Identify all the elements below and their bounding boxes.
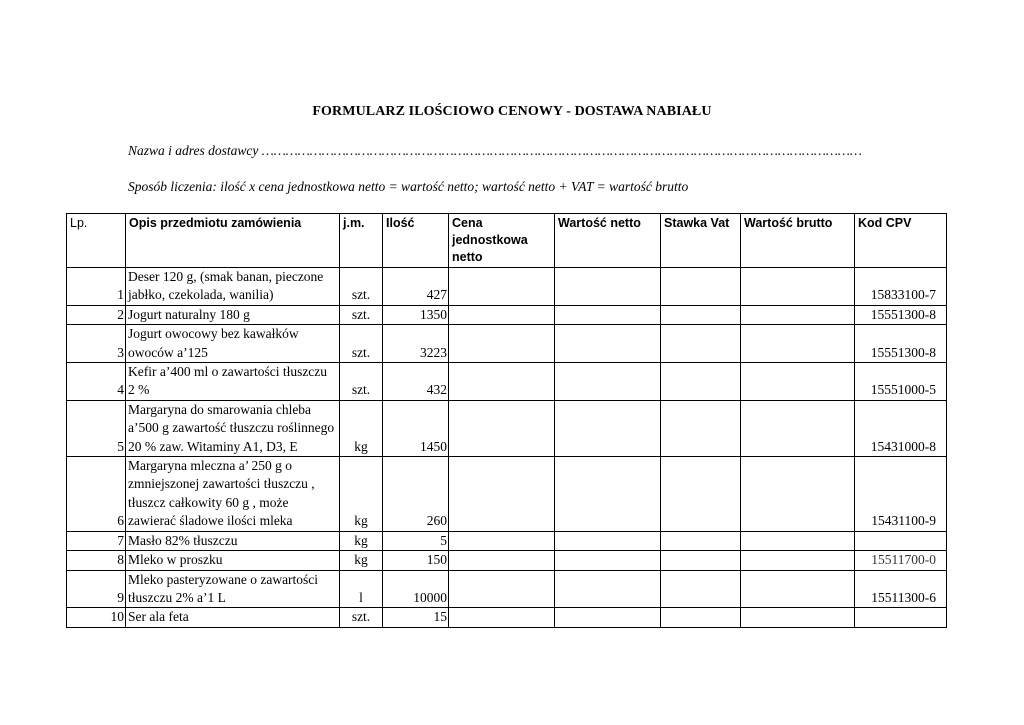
- row-number: 10: [67, 608, 126, 627]
- cpv-code-cell: 15431000-8: [855, 400, 947, 456]
- cpv-code-cell: 15511300-6: [855, 570, 947, 608]
- unit-price-cell[interactable]: [449, 363, 555, 401]
- quantity-cell: 1350: [383, 305, 449, 324]
- cpv-code-cell: 15833100-7: [855, 268, 947, 306]
- unit-price-cell[interactable]: [449, 268, 555, 306]
- unit-price-cell[interactable]: [449, 400, 555, 456]
- gross-value-cell[interactable]: [741, 305, 855, 324]
- cpv-code-cell: 15551300-8: [855, 325, 947, 363]
- supplier-name-line: Nazwa i adres dostawcy ……………………………………………………………………………………………………………………………………: [128, 143, 862, 158]
- header-unit: j.m.: [340, 214, 383, 268]
- header-gross-value: Wartość brutto: [741, 214, 855, 268]
- net-value-cell[interactable]: [555, 268, 661, 306]
- table-row: [67, 268, 947, 306]
- header-quantity: Ilość: [383, 214, 449, 268]
- item-description: Deser 120 g, (smak banan, pieczone jabłko, czekolada, wanilia): [126, 268, 340, 306]
- item-description: Jogurt owocowy bez kawałków owoców a’125: [126, 325, 340, 363]
- net-value-cell[interactable]: [555, 305, 661, 324]
- item-description: Margaryna mleczna a’ 250 g o zmniejszonej zawartości tłuszczu , tłuszcz całkowity 60 g , może zawierać śladowe ilości mleka: [126, 457, 340, 532]
- net-value-cell[interactable]: [555, 363, 661, 401]
- unit-price-cell[interactable]: [449, 305, 555, 324]
- unit-price-cell[interactable]: [449, 457, 555, 532]
- document-title: FORMULARZ ILOŚCIOWO CENOWY - DOSTAWA NABIAŁU: [312, 104, 712, 119]
- unit-of-measure: kg: [340, 551, 383, 570]
- net-value-cell[interactable]: [555, 457, 661, 532]
- item-description: Mleko pasteryzowane o zawartości tłuszczu 2% a’1 L: [126, 570, 340, 608]
- net-value-cell[interactable]: [555, 325, 661, 363]
- row-number: 2: [67, 305, 126, 324]
- table-row: [67, 608, 947, 627]
- net-value-cell[interactable]: [555, 551, 661, 570]
- net-value-cell[interactable]: [555, 400, 661, 456]
- unit-price-cell[interactable]: [449, 531, 555, 550]
- quantity-cell: 1450: [383, 400, 449, 456]
- row-number: 3: [67, 325, 126, 363]
- vat-rate-cell[interactable]: [661, 325, 741, 363]
- table-row: [67, 400, 947, 456]
- unit-price-cell[interactable]: [449, 608, 555, 627]
- header-unit-price: Cena jednostkowa netto: [449, 214, 555, 268]
- gross-value-cell[interactable]: [741, 531, 855, 550]
- unit-of-measure: szt.: [340, 363, 383, 401]
- table-row: [67, 570, 947, 608]
- row-number: 7: [67, 531, 126, 550]
- cpv-code-cell: 15511700-0: [855, 551, 947, 570]
- header-net-value: Wartość netto: [555, 214, 661, 268]
- row-number: 9: [67, 570, 126, 608]
- net-value-cell[interactable]: [555, 608, 661, 627]
- unit-of-measure: szt.: [340, 325, 383, 363]
- unit-price-cell[interactable]: [449, 325, 555, 363]
- header-cpv-code: Kod CPV: [855, 214, 947, 268]
- unit-of-measure: kg: [340, 457, 383, 532]
- quantity-cell: 150: [383, 551, 449, 570]
- quantity-cell: 427: [383, 268, 449, 306]
- calculation-method-line: Sposób liczenia: ilość x cena jednostkowa netto = wartość netto; wartość netto + VAT = wartość brutto: [128, 179, 689, 194]
- quantity-cell: 432: [383, 363, 449, 401]
- quantity-cell: 5: [383, 531, 449, 550]
- gross-value-cell[interactable]: [741, 268, 855, 306]
- cpv-code-cell: [855, 531, 947, 550]
- gross-value-cell[interactable]: [741, 608, 855, 627]
- row-number: 1: [67, 268, 126, 306]
- vat-rate-cell[interactable]: [661, 531, 741, 550]
- table-row: [67, 363, 947, 401]
- unit-of-measure: szt.: [340, 608, 383, 627]
- gross-value-cell[interactable]: [741, 570, 855, 608]
- vat-rate-cell[interactable]: [661, 400, 741, 456]
- gross-value-cell[interactable]: [741, 551, 855, 570]
- row-number: 6: [67, 457, 126, 532]
- vat-rate-cell[interactable]: [661, 570, 741, 608]
- cpv-code-cell: 15551300-8: [855, 305, 947, 324]
- item-description: Kefir a’400 ml o zawartości tłuszczu 2 %: [126, 363, 340, 401]
- quantity-cell: 10000: [383, 570, 449, 608]
- price-form-table: [66, 213, 947, 628]
- item-description: Jogurt naturalny 180 g: [126, 305, 340, 324]
- quantity-cell: 3223: [383, 325, 449, 363]
- table-row: [67, 551, 947, 570]
- vat-rate-cell[interactable]: [661, 268, 741, 306]
- row-number: 8: [67, 551, 126, 570]
- table-row: [67, 305, 947, 324]
- unit-price-cell[interactable]: [449, 570, 555, 608]
- cpv-code-cell: 15551000-5: [855, 363, 947, 401]
- vat-rate-cell[interactable]: [661, 551, 741, 570]
- quantity-cell: 15: [383, 608, 449, 627]
- vat-rate-cell[interactable]: [661, 305, 741, 324]
- unit-of-measure: szt.: [340, 268, 383, 306]
- header-vat-rate: Stawka Vat: [661, 214, 741, 268]
- header-lp: Lp.: [67, 214, 126, 268]
- vat-rate-cell[interactable]: [661, 363, 741, 401]
- net-value-cell[interactable]: [555, 531, 661, 550]
- quantity-cell: 260: [383, 457, 449, 532]
- item-description: Margaryna do smarowania chleba a’500 g zawartość tłuszczu roślinnego 20 % zaw. Witaminy A1, D3, E: [126, 400, 340, 456]
- item-description: Masło 82% tłuszczu: [126, 531, 340, 550]
- table-row: [67, 531, 947, 550]
- unit-of-measure: l: [340, 570, 383, 608]
- header-description: Opis przedmiotu zamówienia: [126, 214, 340, 268]
- item-description: Mleko w proszku: [126, 551, 340, 570]
- vat-rate-cell[interactable]: [661, 608, 741, 627]
- unit-of-measure: kg: [340, 531, 383, 550]
- cpv-code-cell: [855, 608, 947, 627]
- unit-price-cell[interactable]: [449, 551, 555, 570]
- unit-of-measure: szt.: [340, 305, 383, 324]
- table-header-row: [67, 214, 947, 268]
- gross-value-cell[interactable]: [741, 325, 855, 363]
- gross-value-cell[interactable]: [741, 457, 855, 532]
- item-description: Ser ala feta: [126, 608, 340, 627]
- gross-value-cell[interactable]: [741, 363, 855, 401]
- cpv-code-cell: 15431100-9: [855, 457, 947, 532]
- unit-of-measure: kg: [340, 400, 383, 456]
- gross-value-cell[interactable]: [741, 400, 855, 456]
- row-number: 4: [67, 363, 126, 401]
- table-row: [67, 325, 947, 363]
- table-row: [67, 457, 947, 532]
- vat-rate-cell[interactable]: [661, 457, 741, 532]
- row-number: 5: [67, 400, 126, 456]
- net-value-cell[interactable]: [555, 570, 661, 608]
